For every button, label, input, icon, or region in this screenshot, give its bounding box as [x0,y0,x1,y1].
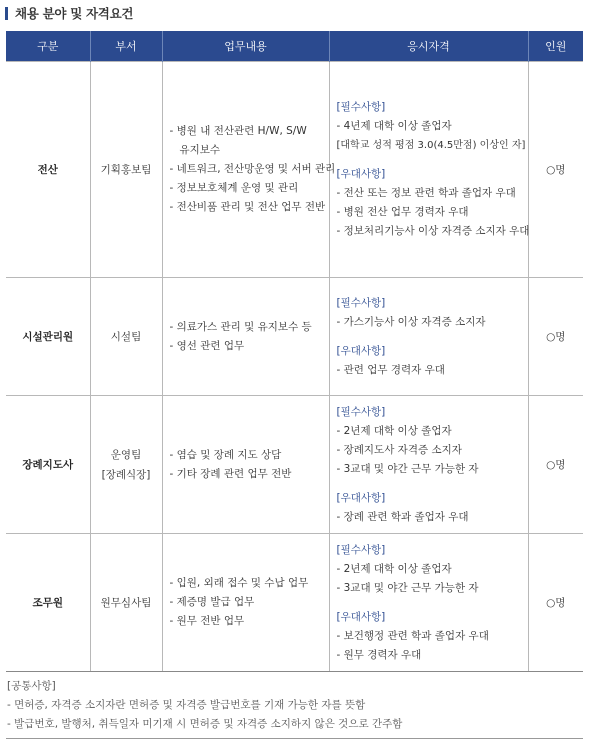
common-label: [공통사항] [7,680,56,692]
required-item: - 2년제 대학 이상 졸업자 [336,424,452,437]
row-duties [162,534,329,672]
preferred-item: - 정보처리기능사 이상 자격증 소지자 우대 [336,225,530,237]
required-label: [필수사항] [336,101,386,113]
row-count: ○명 [528,278,583,396]
preferred-item: - 전산 또는 정보 관련 학과 졸업자 우대 [336,187,516,199]
duty-item: - 입원, 외래 접수 및 수납 업무 [169,577,309,589]
row-qualifications [329,534,528,672]
common-item: - 면허증, 자격증 소지자란 면허증 및 자격증 발급번호를 기재 가능한 자를 뜻함 [7,699,366,711]
row-qualifications [329,396,528,534]
dept-line: 기획홍보팀 [100,163,152,176]
duty-item: - 염습 및 장례 지도 상담 [169,448,282,461]
required-item: - 2년제 대학 이상 졸업자 [336,562,452,575]
duty-item: 유지보수 [179,144,221,156]
duty-item: - 전산비품 관리 및 전산 업무 전반 [169,201,326,213]
bottom-divider [6,738,583,739]
required-item: [대학교 성적 평점 3.0(4.5만점) 이상인 자] [336,140,526,151]
row-count: ○명 [528,62,583,278]
duty-item: - 의료가스 관리 및 유지보수 등 [169,320,312,333]
required-item: - 3교대 및 야간 근무 가능한 자 [336,581,479,594]
required-label: [필수사항] [336,405,386,418]
row-count: ○명 [528,396,583,534]
row-duties [162,62,336,278]
row-category: 시설관리원 [6,278,90,396]
required-item: - 3교대 및 야간 근무 가능한 자 [336,462,479,475]
table-row [6,62,583,278]
header-count: 인원 [528,31,583,62]
preferred-item: - 원무 경력자 우대 [336,648,422,661]
header-dept: 부서 [90,31,162,62]
dept-line: 운영팀 [110,448,142,461]
header-qualifications: 응시자격 [329,31,528,62]
dept-line: 원무심사팀 [100,596,152,609]
table-header-row [6,31,583,62]
dept-line: [장례식장] [101,468,151,481]
duty-item: - 제증명 발급 업무 [169,596,255,608]
row-dept [90,278,162,396]
heading-bar [5,7,8,20]
row-count: ○명 [528,534,583,672]
required-item: - 장례지도사 자격증 소지자 [336,443,462,456]
row-category: 전산 [6,62,90,278]
required-item: - 4년제 대학 이상 졸업자 [336,120,452,132]
common-item: - 발급번호, 발행처, 취득일자 미기재 시 면허증 및 자격증 소지하지 않은 것으로 간주함 [7,718,403,730]
preferred-label: [우대사항] [336,168,386,180]
table-row [6,278,583,396]
duty-item: - 기타 장례 관련 업무 전반 [169,467,292,480]
section-heading [5,4,133,22]
preferred-label: [우대사항] [336,344,386,357]
duty-item: - 병원 내 전산관련 H/W, S/W [169,125,307,137]
preferred-item: - 보건행정 관련 학과 졸업자 우대 [336,629,489,642]
row-qualifications [329,62,528,278]
required-item: - 가스기능사 이상 자격증 소지자 [336,315,486,328]
duty-item: - 정보보호체계 운영 및 관리 [169,182,299,194]
table-row [6,396,583,534]
preferred-label: [우대사항] [336,491,386,504]
preferred-item: - 장례 관련 학과 졸업자 우대 [336,510,469,523]
preferred-item: - 관련 업무 경력자 우대 [336,363,445,376]
row-dept [90,62,162,278]
duty-item: - 네트워크, 전산망운영 및 서버 관리 [169,163,336,175]
row-category: 장례지도사 [6,396,90,534]
row-dept [90,534,162,672]
duty-item: - 원무 전반 업무 [169,615,245,627]
dept-line: 시설팀 [110,330,142,343]
recruitment-table [6,31,583,672]
header-category: 구분 [6,31,90,62]
row-duties [162,396,329,534]
required-label: [필수사항] [336,296,386,309]
table-row [6,534,583,672]
row-duties [162,278,329,396]
preferred-item: - 병원 전산 업무 경력자 우대 [336,206,469,218]
row-dept [90,396,162,534]
section-title: 채용 분야 및 자격요건 [15,6,134,21]
header-duties: 업무내용 [162,31,329,62]
duty-item: - 영선 관련 업무 [169,339,245,352]
required-label: [필수사항] [336,543,386,556]
row-category: 조무원 [6,534,90,672]
row-qualifications [329,278,528,396]
common-notes [7,677,583,734]
preferred-label: [우대사항] [336,610,386,623]
